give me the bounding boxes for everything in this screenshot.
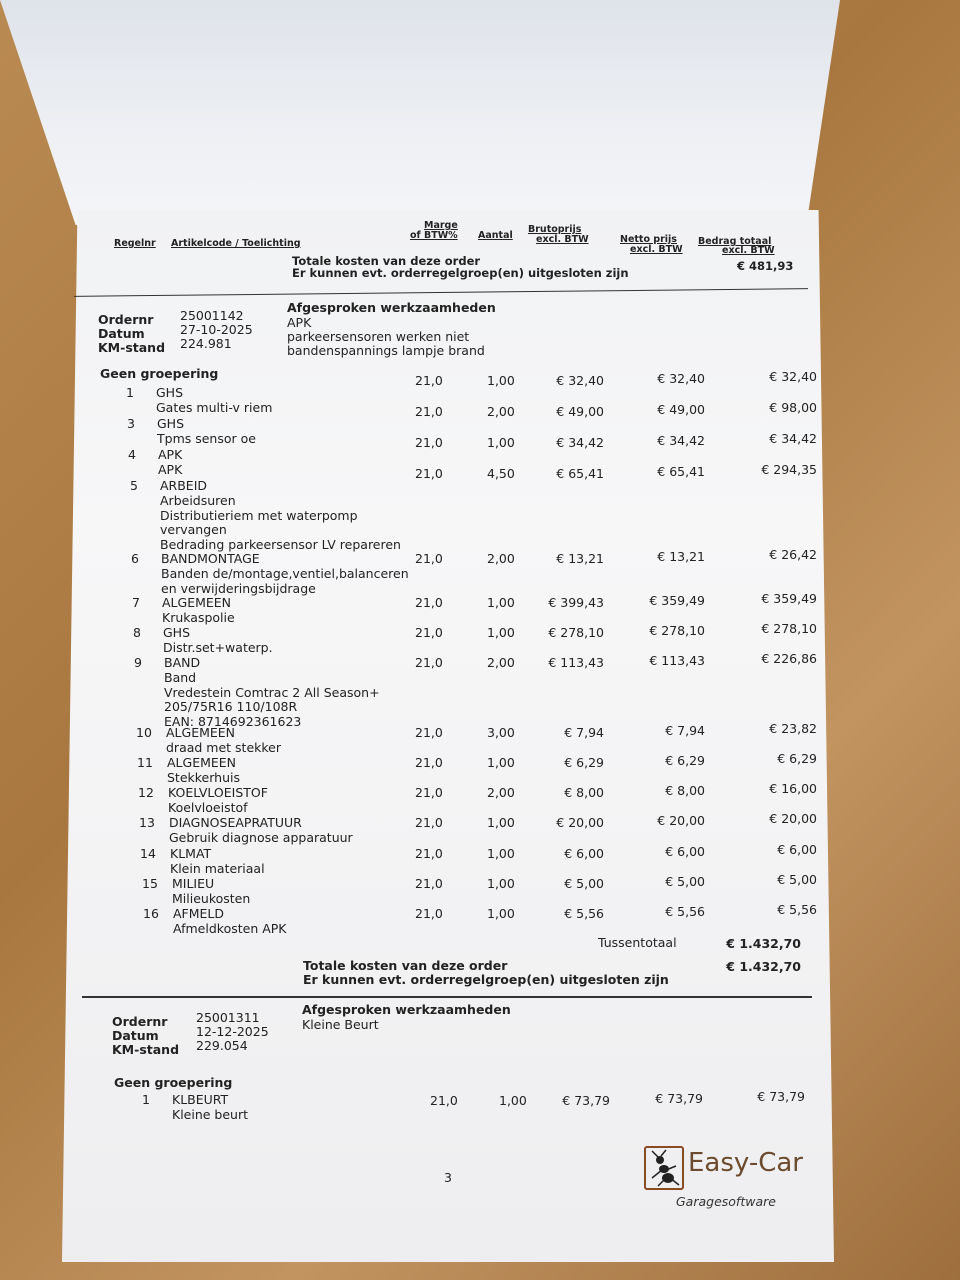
line-bruto: € 6,00 — [564, 846, 604, 861]
agreed-work-line: APK — [287, 315, 312, 330]
line-nr: 15 — [142, 876, 158, 891]
line-btw: 21,0 — [415, 906, 443, 921]
line-code: KLMAT — [170, 846, 212, 861]
line-description: Bedrading parkeersensor LV repareren — [160, 536, 401, 552]
line-bruto: € 34,42 — [556, 435, 604, 450]
line-description: Afmeldkosten APK — [173, 921, 287, 936]
line-netto: € 73,79 — [655, 1091, 703, 1106]
line-qty: 1,00 — [487, 625, 515, 640]
line-total: € 20,00 — [769, 811, 817, 826]
prev-total-label: Totale kosten van deze order — [292, 254, 481, 268]
line-bruto: € 13,21 — [556, 551, 604, 566]
line-code: ALGEMEEN — [162, 595, 232, 610]
header-bruto-excl: excl. BTW — [536, 234, 589, 245]
line-nr: 11 — [137, 755, 153, 770]
line-btw: 21,0 — [415, 404, 443, 419]
line-total: € 34,42 — [769, 431, 817, 446]
line-description: Klein materiaal — [170, 861, 265, 876]
header-artikelcode: Artikelcode / Toelichting — [171, 238, 301, 249]
meta-label: KM-stand — [98, 340, 166, 355]
previous-page — [0, 0, 840, 225]
line-nr: 1 — [142, 1092, 150, 1107]
line-description: Band — [164, 670, 197, 685]
prev-total-note: Er kunnen evt. orderregelgroep(en) uitgesloten zijn — [292, 266, 629, 280]
line-nr: 1 — [126, 385, 134, 400]
line-description: Banden de/montage,ventiel,balanceren — [161, 566, 409, 581]
line-bruto: € 65,41 — [556, 466, 604, 481]
line-qty: 1,00 — [487, 906, 515, 921]
meta-value: 224.981 — [180, 336, 232, 351]
line-description: Gebruik diagnose apparatuur — [169, 830, 353, 845]
line-nr: 16 — [143, 906, 159, 921]
separator-line — [82, 996, 812, 998]
line-netto: € 6,00 — [665, 844, 705, 859]
line-nr: 14 — [140, 846, 156, 861]
line-btw: 21,0 — [415, 435, 443, 450]
line-description: Krukaspolie — [162, 610, 235, 625]
line-total: € 278,10 — [761, 621, 817, 636]
line-bruto: € 8,00 — [564, 785, 604, 800]
header-bedrag-excl: excl. BTW — [722, 245, 775, 256]
header-netto-excl: excl. BTW — [630, 244, 683, 255]
line-qty: 1,00 — [487, 435, 515, 450]
agreed-work-title: Afgesproken werkzaamheden — [287, 300, 496, 315]
line-total: € 26,42 — [769, 547, 817, 562]
line-netto: € 32,40 — [657, 371, 705, 386]
line-total: € 6,00 — [777, 842, 817, 857]
line-netto: € 13,21 — [657, 549, 705, 564]
agreed-work-line: Kleine Beurt — [302, 1017, 379, 1032]
line-netto: € 34,42 — [657, 433, 705, 448]
order-total-amount: € 1.432,70 — [726, 959, 801, 974]
meta-label: Ordernr — [98, 312, 154, 327]
meta-value: 25001142 — [180, 308, 244, 323]
group-title: Geen groepering — [114, 1075, 233, 1090]
line-netto: € 278,10 — [649, 623, 705, 638]
page-number: 3 — [444, 1170, 452, 1185]
meta-label: Ordernr — [112, 1014, 168, 1029]
line-netto: € 7,94 — [665, 723, 705, 738]
line-qty: 1,00 — [487, 876, 515, 891]
line-btw: 21,0 — [415, 846, 443, 861]
meta-label: KM-stand — [112, 1042, 180, 1057]
line-bruto: € 7,94 — [564, 725, 604, 740]
line-code: KLBEURT — [172, 1092, 229, 1107]
line-total: € 23,82 — [769, 721, 817, 736]
line-description: Stekkerhuis — [167, 770, 240, 785]
line-qty: 2,00 — [487, 404, 515, 419]
header-regelnr: Regelnr — [114, 238, 156, 249]
header-btw: of BTW% — [410, 230, 458, 241]
line-nr: 8 — [133, 625, 141, 640]
subtotal-label: Tussentotaal — [598, 935, 677, 950]
line-code: APK — [158, 447, 183, 462]
line-qty: 1,00 — [487, 595, 515, 610]
line-btw: 21,0 — [415, 815, 443, 830]
line-btw: 21,0 — [415, 876, 443, 891]
agreed-work-title: Afgesproken werkzaamheden — [302, 1002, 511, 1017]
line-bruto: € 399,43 — [548, 595, 604, 610]
line-total: € 294,35 — [761, 462, 817, 477]
line-btw: 21,0 — [415, 725, 443, 740]
line-btw: 21,0 — [430, 1093, 458, 1108]
line-netto: € 359,49 — [649, 593, 705, 608]
line-code: BANDMONTAGE — [161, 551, 260, 566]
line-bruto: € 113,43 — [548, 655, 604, 670]
line-code: GHS — [157, 416, 185, 431]
line-description: draad met stekker — [166, 740, 282, 755]
line-total: € 5,56 — [777, 902, 817, 917]
easy-car-logo-icon — [644, 1146, 684, 1190]
order-total-note: Er kunnen evt. orderregelgroep(en) uitgesloten zijn — [303, 972, 669, 987]
line-bruto: € 73,79 — [562, 1093, 610, 1108]
line-description: EAN: 8714692361623 — [164, 713, 302, 729]
line-total: € 359,49 — [761, 591, 817, 606]
order-total-label: Totale kosten van deze order — [303, 958, 508, 973]
line-description: Gates multi-v riem — [156, 400, 273, 415]
line-description: Koelvloeistof — [168, 800, 248, 815]
line-netto: € 113,43 — [649, 653, 705, 668]
line-qty: 1,00 — [499, 1093, 527, 1108]
line-description: Distributieriem met waterpomp — [160, 507, 358, 523]
meta-label: Datum — [98, 326, 145, 341]
line-btw: 21,0 — [415, 785, 443, 800]
line-description: APK — [158, 462, 183, 477]
line-description: Vredestein Comtrac 2 All Season+ — [164, 684, 380, 700]
header-bedrag: Bedrag totaal — [698, 236, 772, 247]
line-code: KOELVLOEISTOF — [168, 785, 268, 800]
line-code: DIAGNOSEAPRATUUR — [169, 815, 302, 830]
line-nr: 3 — [127, 416, 135, 431]
meta-value: 27-10-2025 — [180, 322, 253, 337]
line-code: BAND — [164, 655, 201, 670]
line-qty: 2,00 — [487, 655, 515, 670]
subtotal-amount: € 1.432,70 — [726, 936, 801, 951]
group-title: Geen groepering — [100, 366, 219, 381]
line-total: € 5,00 — [777, 872, 817, 887]
easy-car-logo-subtitle: Garagesoftware — [676, 1194, 776, 1209]
line-bruto: € 278,10 — [548, 625, 604, 640]
line-description: Arbeidsuren — [160, 493, 236, 508]
line-nr: 9 — [134, 655, 142, 670]
meta-label: Datum — [112, 1028, 159, 1043]
line-code: AFMELD — [173, 906, 225, 921]
header-marge: Marge — [424, 220, 458, 231]
line-code: MILIEU — [172, 876, 215, 891]
line-description: Milieukosten — [172, 891, 251, 906]
line-qty: 2,00 — [487, 551, 515, 566]
line-netto: € 6,29 — [665, 753, 705, 768]
line-bruto: € 49,00 — [556, 404, 604, 419]
line-nr: 7 — [132, 595, 140, 610]
prev-total-amount: € 481,93 — [737, 259, 794, 273]
line-qty: 1,00 — [487, 815, 515, 830]
header-bruto: Brutoprijs — [528, 224, 582, 235]
line-bruto: € 32,40 — [556, 373, 604, 388]
line-netto: € 20,00 — [657, 813, 705, 828]
line-nr: 13 — [139, 815, 155, 830]
line-total: € 73,79 — [757, 1089, 805, 1104]
line-description: en verwijderingsbijdrage — [161, 580, 316, 596]
line-bruto: € 5,56 — [564, 906, 604, 921]
easy-car-logo-text: Easy-Car — [688, 1148, 803, 1178]
line-bruto: € 5,00 — [564, 876, 604, 891]
line-total: € 32,40 — [769, 369, 817, 384]
line-nr: 10 — [136, 725, 152, 740]
line-code: GHS — [156, 385, 184, 400]
agreed-work-line: parkeersensoren werken niet — [287, 329, 470, 344]
line-code: GHS — [163, 625, 191, 640]
line-code: ALGEMEEN — [166, 725, 236, 740]
line-nr: 4 — [128, 447, 136, 462]
line-btw: 21,0 — [415, 755, 443, 770]
line-bruto: € 20,00 — [556, 815, 604, 830]
line-total: € 16,00 — [769, 781, 817, 796]
line-description: vervangen — [160, 522, 227, 537]
line-qty: 4,50 — [487, 466, 515, 481]
line-qty: 1,00 — [487, 846, 515, 861]
meta-value: 229.054 — [196, 1038, 248, 1053]
line-nr: 6 — [131, 551, 139, 566]
line-nr: 12 — [138, 785, 154, 800]
header-netto: Netto prijs — [620, 234, 677, 245]
line-btw: 21,0 — [415, 551, 443, 566]
line-netto: € 5,56 — [665, 904, 705, 919]
line-btw: 21,0 — [415, 625, 443, 640]
meta-value: 25001311 — [196, 1010, 260, 1025]
line-nr: 5 — [130, 478, 138, 493]
line-description: Distr.set+waterp. — [163, 640, 273, 655]
line-btw: 21,0 — [415, 466, 443, 481]
line-btw: 21,0 — [415, 373, 443, 388]
agreed-work-line: bandenspannings lampje brand — [287, 343, 485, 358]
line-qty: 3,00 — [487, 725, 515, 740]
line-description: Tpms sensor oe — [157, 431, 256, 446]
header-aantal: Aantal — [478, 230, 513, 241]
line-total: € 6,29 — [777, 751, 817, 766]
line-total: € 98,00 — [769, 400, 817, 415]
line-bruto: € 6,29 — [564, 755, 604, 770]
line-netto: € 49,00 — [657, 402, 705, 417]
meta-value: 12-12-2025 — [196, 1024, 269, 1039]
line-description: 205/75R16 110/108R — [164, 699, 298, 714]
line-btw: 21,0 — [415, 595, 443, 610]
line-description: Kleine beurt — [172, 1107, 249, 1122]
line-qty: 2,00 — [487, 785, 515, 800]
line-total: € 226,86 — [761, 651, 817, 666]
line-netto: € 65,41 — [657, 464, 705, 479]
line-netto: € 5,00 — [665, 874, 705, 889]
line-qty: 1,00 — [487, 373, 515, 388]
line-btw: 21,0 — [415, 655, 443, 670]
line-netto: € 8,00 — [665, 783, 705, 798]
line-code: ARBEID — [160, 478, 208, 493]
line-code: ALGEMEEN — [167, 755, 237, 770]
line-qty: 1,00 — [487, 755, 515, 770]
